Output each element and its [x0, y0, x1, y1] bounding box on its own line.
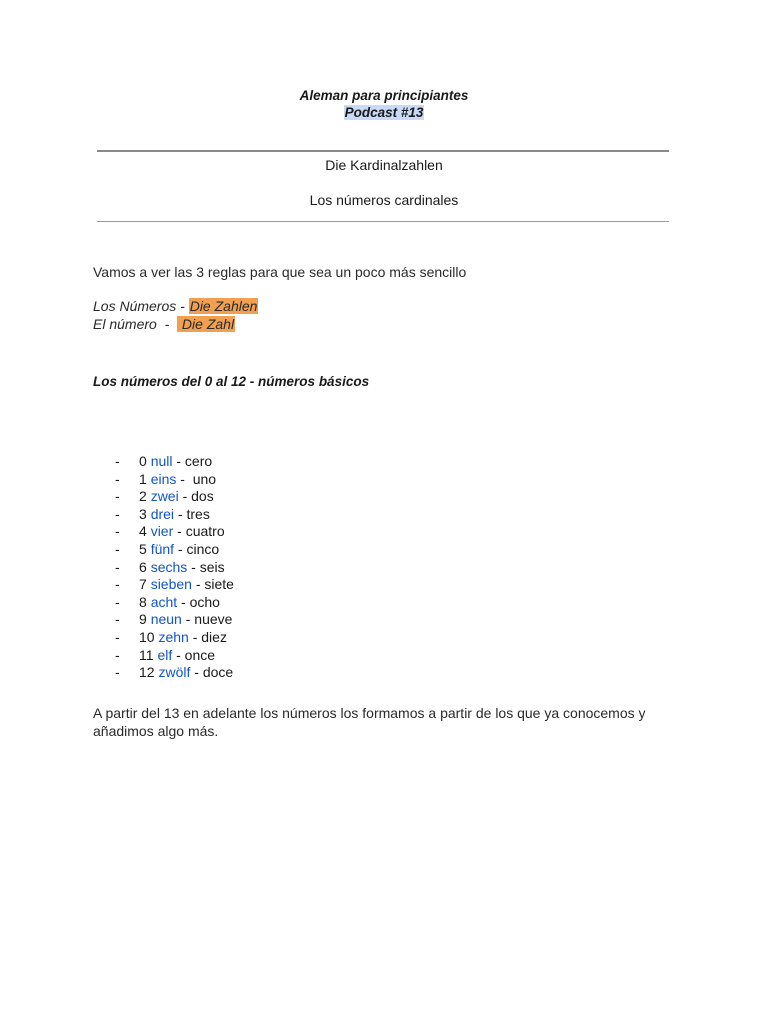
list-dash: -: [115, 540, 120, 557]
number-digit: 9: [139, 611, 147, 628]
bottom-divider: [97, 221, 669, 222]
number-spanish: - siete: [191, 576, 234, 593]
number-spanish: - cuatro: [173, 523, 225, 540]
list-item: [115, 488, 234, 506]
list-dash: -: [115, 628, 120, 645]
number-spanish: - nueve: [181, 611, 233, 628]
vocab-singular-german: Die Zahl: [178, 316, 235, 332]
number-german: zwei: [150, 488, 179, 505]
number-spanish: - diez: [188, 628, 227, 645]
number-spanish: - cinco: [174, 540, 220, 557]
number-german: eins: [150, 470, 177, 487]
vocab-plural-spanish: Los Números -: [93, 298, 189, 314]
number-digit: 2: [139, 488, 147, 505]
number-spanish: - tres: [174, 505, 210, 522]
list-item: [115, 471, 234, 489]
vocab-line-singular: [93, 316, 235, 333]
vocab-singular-spanish: El número -: [93, 316, 178, 332]
number-spanish: - seis: [187, 558, 225, 575]
list-dash: -: [115, 593, 120, 610]
list-dash: -: [115, 558, 120, 575]
section-heading: Los números del 0 al 12 - números básicos: [93, 374, 370, 389]
document-title-text: Aleman para principiantes: [299, 88, 469, 103]
list-item: [115, 506, 234, 524]
number-german: sechs: [150, 558, 188, 575]
number-digit: 1: [139, 470, 147, 487]
number-digit: 5: [139, 540, 147, 557]
document-title: [0, 87, 768, 104]
number-digit: 12: [139, 664, 155, 681]
list-dash: -: [115, 453, 120, 469]
number-digit: 8: [139, 593, 147, 610]
number-spanish: - dos: [178, 488, 214, 505]
list-item: [115, 629, 234, 647]
list-item: [115, 523, 234, 541]
number-spanish: - doce: [190, 664, 234, 681]
topic-spanish: Los números cardinales: [309, 192, 459, 208]
number-german: drei: [150, 505, 175, 522]
list-item: [115, 647, 234, 665]
list-dash: -: [115, 611, 120, 628]
number-digit: 0: [139, 453, 147, 469]
number-spanish: - uno: [176, 470, 217, 487]
topic-german: Die Kardinalzahlen: [325, 157, 443, 173]
list-dash: -: [115, 576, 120, 593]
number-german: fünf: [150, 540, 175, 557]
number-digit: 4: [139, 523, 147, 540]
numbers-list: [115, 453, 234, 682]
number-digit: 7: [139, 576, 147, 593]
number-digit: 11: [139, 646, 154, 663]
number-german: vier: [150, 523, 174, 540]
list-dash: -: [115, 523, 120, 540]
list-item: [115, 541, 234, 559]
list-item: [115, 594, 234, 612]
number-german: elf: [157, 646, 173, 663]
number-german: zwölf: [158, 664, 191, 681]
podcast-number: [0, 104, 768, 121]
vocab-line-plural: [93, 298, 258, 315]
list-item: [115, 453, 234, 471]
list-item: [115, 576, 234, 594]
list-dash: -: [115, 488, 120, 505]
intro-paragraph: Vamos a ver las 3 reglas para que sea un poco más sencillo: [93, 264, 467, 280]
list-dash: -: [115, 505, 120, 522]
list-dash: -: [115, 646, 120, 663]
number-spanish: - once: [172, 646, 216, 663]
vocab-plural-german: Die Zahlen: [189, 298, 258, 314]
list-dash: -: [115, 664, 120, 681]
number-spanish: - ocho: [177, 593, 220, 610]
number-german: zehn: [158, 628, 189, 645]
outro-paragraph: A partir del 13 en adelante los números los formamos a partir de los que ya conocemos y añadimos algo más.: [93, 705, 646, 739]
top-divider: [97, 150, 669, 152]
list-item: [115, 559, 234, 577]
number-german: acht: [150, 593, 178, 610]
podcast-number-text: Podcast #13: [344, 105, 424, 120]
number-spanish: - cero: [172, 453, 213, 469]
list-item: [115, 611, 234, 629]
number-german: neun: [150, 611, 182, 628]
number-digit: 3: [139, 505, 147, 522]
number-german: null: [150, 453, 173, 469]
number-digit: 10: [139, 628, 155, 645]
list-dash: -: [115, 470, 120, 487]
number-digit: 6: [139, 558, 147, 575]
number-german: sieben: [150, 576, 192, 593]
list-item: [115, 664, 234, 682]
